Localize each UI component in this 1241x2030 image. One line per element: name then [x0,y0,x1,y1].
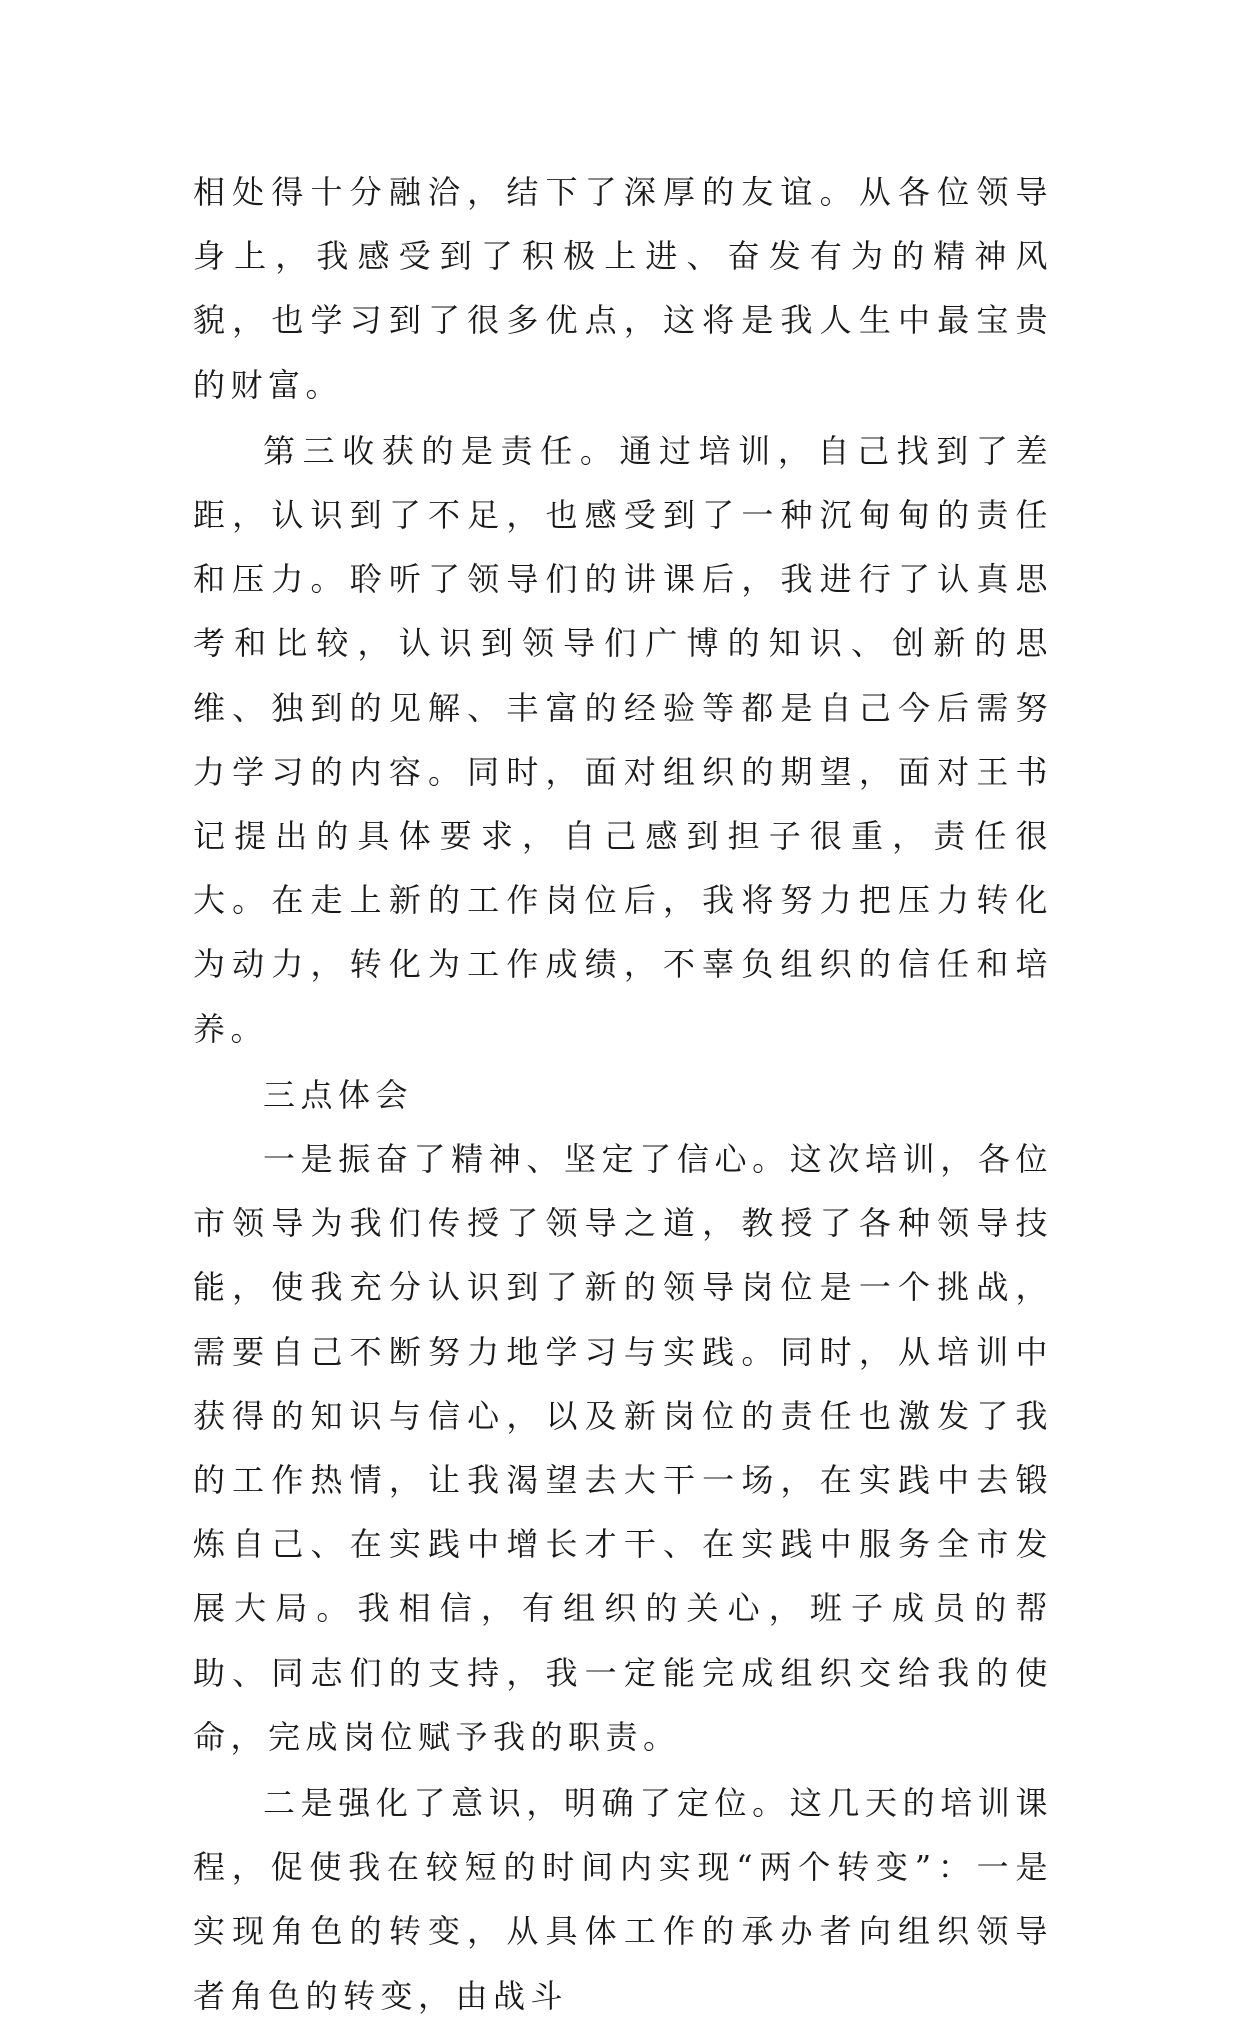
paragraph-continuation: 相处得十分融洽，结下了深厚的友谊。从各位领导身上，我感受到了积极上进、奋发有为的精神风貌，也学习到了很多优点，这将是我人生中最宝贵的财富。 [193,173,1053,404]
document-page [193,160,1053,2030]
paragraph-third-gain: 第三收获的是责任。通过培训，自己找到了差距，认识到了不足，也感受到了一种沉甸甸的责任和压力。聆听了领导们的讲课后，我进行了认真思考和比较，认识到领导们广博的知识、创新的思维、独到的见解、丰富的经验等都是自己今后需努力学习的内容。同时，面对组织的期望，面对王书记提出的具体要求，自己感到担子很重，责任很大。在走上新的工作岗位后，我将努力把压力转化为动力，转化为工作成绩，不辜负组织的信任和培养。 [193,431,1053,1048]
paragraph-experience-two: 二是强化了意识，明确了定位。这几天的培训课程，促使我在较短的时间内实现“两个转变”：一是实现角色的转变，从具体工作的承办者向组织领导者角色的转变，由战斗 [193,1784,1053,2015]
paragraph-experience-one: 一是振奋了精神、坚定了信心。这次培训，各位市领导为我们传授了领导之道，教授了各种领导技能，使我充分认识到了新的领导岗位是一个挑战，需要自己不断努力地学习与实践。同时，从培训中获得的知识与信心，以及新岗位的责任也激发了我的工作热情，让我渴望去大干一场，在实践中去锻炼自己、在实践中增长才干、在实践中服务全市发展大局。我相信，有组织的关心，班子成员的帮助、同志们的支持，我一定能完成组织交给我的使命，完成岗位赋予我的职责。 [193,1140,1053,1756]
section-heading: 三点体会 [263,1075,414,1114]
